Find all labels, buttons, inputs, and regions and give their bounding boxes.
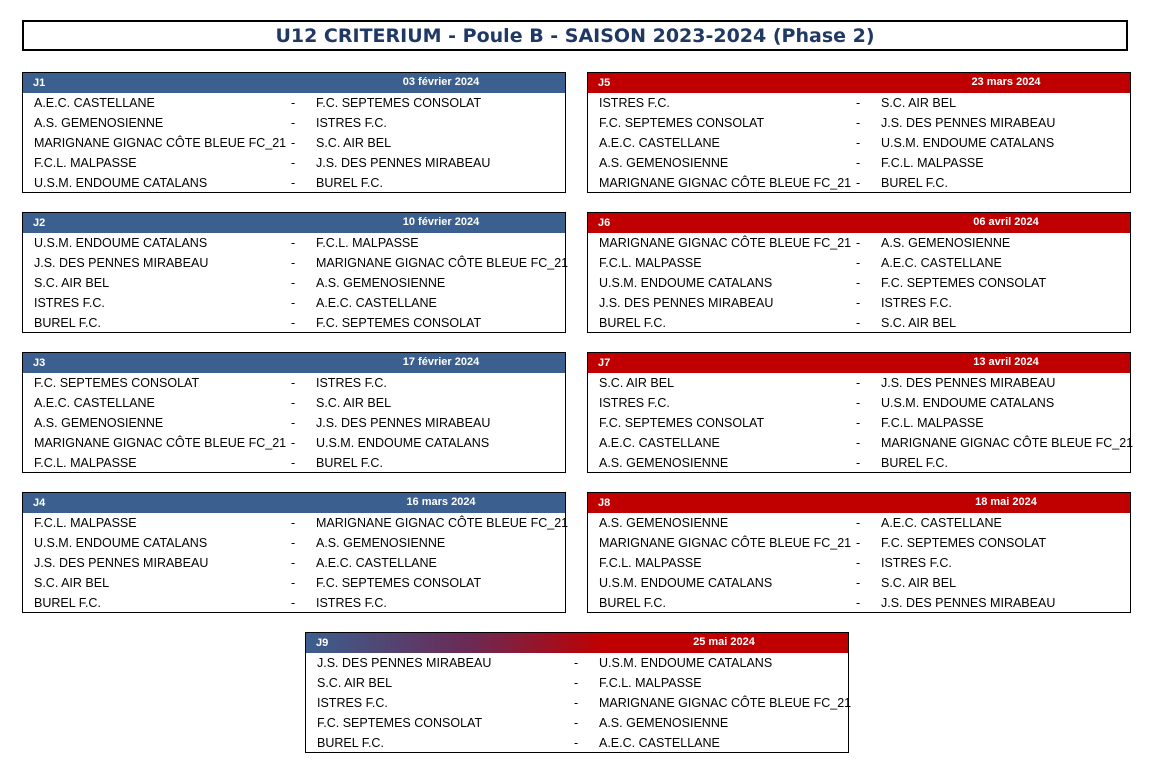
round-header: [588, 493, 1130, 513]
round-block-j2: [22, 212, 569, 333]
away-team: ISTRES F.C.: [881, 296, 952, 310]
match-separator: -: [291, 316, 296, 330]
away-team: MARIGNANE GIGNAC CÔTE BLEUE FC_21: [316, 516, 569, 530]
home-team: J.S. DES PENNES MIRABEAU: [599, 296, 774, 310]
match-separator: -: [291, 276, 296, 290]
home-team: S.C. AIR BEL: [34, 276, 110, 290]
home-team: A.S. GEMENOSIENNE: [34, 116, 164, 130]
away-team: F.C. SEPTEMES CONSOLAT: [881, 276, 1047, 290]
home-team: U.S.M. ENDOUME CATALANS: [34, 236, 208, 250]
away-team: A.S. GEMENOSIENNE: [599, 716, 729, 730]
match-separator: -: [291, 516, 296, 530]
match-separator: -: [574, 696, 579, 710]
match-row: [588, 533, 1130, 553]
round-label: J1: [33, 77, 46, 89]
round-block-j1: [22, 72, 566, 193]
match-row: [588, 573, 1130, 593]
round-header: [23, 493, 565, 513]
home-team: F.C. SEPTEMES CONSOLAT: [599, 416, 765, 430]
round-date: 13 avril 2024: [973, 356, 1039, 368]
away-team: MARIGNANE GIGNAC CÔTE BLEUE FC_21: [599, 696, 852, 710]
home-team: F.C.L. MALPASSE: [599, 256, 702, 270]
round-block-j9: [305, 632, 852, 753]
match-row: [306, 733, 848, 753]
match-row: [588, 413, 1130, 433]
home-team: BUREL F.C.: [34, 596, 101, 610]
home-team: U.S.M. ENDOUME CATALANS: [34, 536, 208, 550]
away-team: BUREL F.C.: [316, 176, 383, 190]
match-separator: -: [291, 156, 296, 170]
away-team: S.C. AIR BEL: [881, 96, 957, 110]
match-row: [588, 173, 1130, 193]
match-row: [306, 693, 852, 713]
match-separator: -: [856, 456, 861, 470]
match-separator: -: [291, 176, 296, 190]
match-separator: -: [856, 256, 861, 270]
home-team: F.C. SEPTEMES CONSOLAT: [34, 376, 200, 390]
away-team: J.S. DES PENNES MIRABEAU: [881, 596, 1056, 610]
home-team: A.E.C. CASTELLANE: [599, 136, 720, 150]
away-team: J.S. DES PENNES MIRABEAU: [316, 156, 491, 170]
match-row: [588, 113, 1130, 133]
home-team: F.C.L. MALPASSE: [599, 556, 702, 570]
match-separator: -: [856, 376, 861, 390]
home-team: U.S.M. ENDOUME CATALANS: [599, 276, 773, 290]
match-row: [23, 453, 565, 473]
match-row: [588, 393, 1130, 413]
away-team: F.C.L. MALPASSE: [881, 156, 984, 170]
match-separator: -: [574, 656, 579, 670]
match-row: [588, 433, 1134, 453]
match-separator: -: [856, 156, 861, 170]
home-team: BUREL F.C.: [599, 316, 666, 330]
home-team: S.C. AIR BEL: [34, 576, 110, 590]
away-team: U.S.M. ENDOUME CATALANS: [316, 436, 490, 450]
match-separator: -: [856, 516, 861, 530]
away-team: MARIGNANE GIGNAC CÔTE BLEUE FC_21: [316, 256, 569, 270]
match-row: [588, 253, 1130, 273]
home-team: A.E.C. CASTELLANE: [34, 96, 155, 110]
home-team: A.S. GEMENOSIENNE: [599, 156, 729, 170]
home-team: U.S.M. ENDOUME CATALANS: [34, 176, 208, 190]
home-team: S.C. AIR BEL: [599, 376, 675, 390]
match-row: [23, 373, 565, 393]
match-separator: -: [574, 676, 579, 690]
away-team: BUREL F.C.: [881, 176, 948, 190]
match-row: [23, 93, 565, 113]
round-block-j3: [22, 352, 566, 473]
match-row: [23, 133, 565, 153]
round-date: 06 avril 2024: [973, 216, 1039, 228]
home-team: J.S. DES PENNES MIRABEAU: [34, 556, 209, 570]
match-row: [23, 513, 569, 533]
away-team: A.E.C. CASTELLANE: [881, 256, 1002, 270]
match-row: [23, 253, 569, 273]
round-header: [23, 73, 565, 93]
away-team: A.S. GEMENOSIENNE: [316, 276, 446, 290]
title-box: [22, 20, 1128, 51]
match-separator: -: [291, 296, 296, 310]
home-team: J.S. DES PENNES MIRABEAU: [34, 256, 209, 270]
home-team: F.C.L. MALPASSE: [34, 156, 137, 170]
home-team: J.S. DES PENNES MIRABEAU: [317, 656, 492, 670]
match-row: [588, 453, 1130, 473]
round-header: [23, 213, 565, 233]
away-team: A.E.C. CASTELLANE: [316, 296, 437, 310]
home-team: F.C. SEPTEMES CONSOLAT: [599, 116, 765, 130]
round-label: J6: [598, 217, 611, 229]
away-team: BUREL F.C.: [881, 456, 948, 470]
round-header: [588, 73, 1130, 93]
round-date: 16 mars 2024: [406, 496, 476, 508]
home-team: ISTRES F.C.: [34, 296, 105, 310]
match-separator: -: [856, 396, 861, 410]
match-row: [23, 313, 565, 333]
away-team: F.C.L. MALPASSE: [881, 416, 984, 430]
round-header: [23, 353, 565, 373]
match-separator: -: [856, 296, 861, 310]
round-label: J2: [33, 217, 46, 229]
away-team: U.S.M. ENDOUME CATALANS: [881, 396, 1055, 410]
match-separator: -: [856, 596, 861, 610]
match-separator: -: [856, 276, 861, 290]
match-row: [23, 433, 565, 453]
home-team: A.S. GEMENOSIENNE: [599, 456, 729, 470]
round-label: J3: [33, 357, 46, 369]
away-team: J.S. DES PENNES MIRABEAU: [881, 116, 1056, 130]
away-team: F.C.L. MALPASSE: [599, 676, 702, 690]
match-row: [23, 593, 565, 613]
away-team: S.C. AIR BEL: [316, 136, 392, 150]
round-block-j7: [587, 352, 1134, 473]
match-row: [23, 233, 565, 253]
away-team: A.S. GEMENOSIENNE: [881, 236, 1011, 250]
match-row: [23, 273, 565, 293]
match-row: [588, 233, 1130, 253]
match-row: [588, 133, 1130, 153]
home-team: A.S. GEMENOSIENNE: [34, 416, 164, 430]
match-separator: -: [291, 396, 296, 410]
round-date: 18 mai 2024: [975, 496, 1037, 508]
home-team: MARIGNANE GIGNAC CÔTE BLEUE FC_21: [34, 436, 287, 450]
match-row: [23, 153, 565, 173]
match-row: [23, 293, 565, 313]
home-team: F.C. SEPTEMES CONSOLAT: [317, 716, 483, 730]
away-team: A.S. GEMENOSIENNE: [316, 536, 446, 550]
away-team: U.S.M. ENDOUME CATALANS: [881, 136, 1055, 150]
match-separator: -: [291, 416, 296, 430]
match-row: [588, 553, 1130, 573]
match-row: [588, 293, 1130, 313]
home-team: ISTRES F.C.: [317, 696, 388, 710]
match-row: [588, 513, 1130, 533]
match-separator: -: [856, 96, 861, 110]
match-row: [588, 153, 1130, 173]
home-team: BUREL F.C.: [599, 596, 666, 610]
round-label: J5: [598, 77, 611, 89]
home-team: MARIGNANE GIGNAC CÔTE BLEUE FC_21: [34, 136, 287, 150]
match-separator: -: [291, 576, 296, 590]
away-team: A.E.C. CASTELLANE: [316, 556, 437, 570]
home-team: A.E.C. CASTELLANE: [34, 396, 155, 410]
away-team: F.C. SEPTEMES CONSOLAT: [881, 536, 1047, 550]
round-date: 17 février 2024: [402, 356, 480, 368]
away-team: ISTRES F.C.: [316, 596, 387, 610]
match-row: [588, 373, 1130, 393]
match-row: [23, 573, 565, 593]
match-separator: -: [856, 116, 861, 130]
round-label: J4: [33, 497, 46, 509]
match-separator: -: [856, 176, 861, 190]
round-header: [588, 213, 1130, 233]
round-header: [306, 633, 848, 653]
match-row: [306, 653, 848, 673]
away-team: ISTRES F.C.: [881, 556, 952, 570]
match-row: [23, 393, 565, 413]
match-separator: -: [574, 736, 579, 750]
match-row: [588, 313, 1130, 333]
away-team: F.C.L. MALPASSE: [316, 236, 419, 250]
home-team: A.E.C. CASTELLANE: [599, 436, 720, 450]
home-team: MARIGNANE GIGNAC CÔTE BLEUE FC_21: [599, 236, 852, 250]
round-date: 10 février 2024: [402, 216, 480, 228]
match-row: [23, 173, 565, 193]
away-team: F.C. SEPTEMES CONSOLAT: [316, 96, 482, 110]
match-separator: -: [856, 536, 861, 550]
match-separator: -: [856, 416, 861, 430]
match-separator: -: [291, 556, 296, 570]
match-row: [23, 533, 565, 553]
match-row: [588, 93, 1130, 113]
away-team: A.E.C. CASTELLANE: [881, 516, 1002, 530]
home-team: MARIGNANE GIGNAC CÔTE BLEUE FC_21: [599, 176, 852, 190]
match-separator: -: [856, 316, 861, 330]
away-team: S.C. AIR BEL: [881, 576, 957, 590]
round-block-j6: [587, 212, 1131, 333]
round-label: J7: [598, 357, 611, 369]
match-separator: -: [856, 236, 861, 250]
home-team: F.C.L. MALPASSE: [34, 456, 137, 470]
match-separator: -: [291, 256, 296, 270]
away-team: MARIGNANE GIGNAC CÔTE BLEUE FC_21: [881, 436, 1134, 450]
match-separator: -: [291, 536, 296, 550]
round-label: J9: [316, 637, 329, 649]
home-team: ISTRES F.C.: [599, 96, 670, 110]
round-date: 03 février 2024: [402, 76, 480, 88]
round-block-j4: [22, 492, 569, 613]
page-title: U12 CRITERIUM - Poule B - SAISON 2023-2024 (Phase 2): [275, 24, 875, 47]
round-block-j8: [587, 492, 1131, 613]
match-separator: -: [291, 456, 296, 470]
home-team: BUREL F.C.: [34, 316, 101, 330]
away-team: S.C. AIR BEL: [881, 316, 957, 330]
away-team: U.S.M. ENDOUME CATALANS: [599, 656, 773, 670]
home-team: F.C.L. MALPASSE: [34, 516, 137, 530]
match-separator: -: [291, 136, 296, 150]
match-row: [588, 273, 1130, 293]
round-label: J8: [598, 497, 611, 509]
home-team: MARIGNANE GIGNAC CÔTE BLEUE FC_21: [599, 536, 852, 550]
match-separator: -: [291, 116, 296, 130]
match-separator: -: [856, 556, 861, 570]
match-row: [588, 593, 1130, 613]
away-team: F.C. SEPTEMES CONSOLAT: [316, 576, 482, 590]
match-separator: -: [291, 96, 296, 110]
round-date: 23 mars 2024: [971, 76, 1041, 88]
away-team: ISTRES F.C.: [316, 376, 387, 390]
match-separator: -: [856, 576, 861, 590]
away-team: S.C. AIR BEL: [316, 396, 392, 410]
round-block-j5: [587, 72, 1131, 193]
match-separator: -: [291, 596, 296, 610]
round-date: 25 mai 2024: [693, 636, 755, 648]
match-separator: -: [856, 436, 861, 450]
match-row: [306, 673, 848, 693]
match-row: [23, 553, 565, 573]
match-separator: -: [574, 716, 579, 730]
match-row: [23, 113, 565, 133]
match-separator: -: [291, 436, 296, 450]
home-team: A.S. GEMENOSIENNE: [599, 516, 729, 530]
away-team: F.C. SEPTEMES CONSOLAT: [316, 316, 482, 330]
home-team: U.S.M. ENDOUME CATALANS: [599, 576, 773, 590]
match-separator: -: [291, 376, 296, 390]
away-team: J.S. DES PENNES MIRABEAU: [316, 416, 491, 430]
away-team: A.E.C. CASTELLANE: [599, 736, 720, 750]
home-team: S.C. AIR BEL: [317, 676, 393, 690]
round-header: [588, 353, 1130, 373]
home-team: ISTRES F.C.: [599, 396, 670, 410]
match-separator: -: [856, 136, 861, 150]
match-row: [306, 713, 848, 733]
match-separator: -: [291, 236, 296, 250]
away-team: BUREL F.C.: [316, 456, 383, 470]
home-team: BUREL F.C.: [317, 736, 384, 750]
away-team: ISTRES F.C.: [316, 116, 387, 130]
away-team: J.S. DES PENNES MIRABEAU: [881, 376, 1056, 390]
match-row: [23, 413, 565, 433]
